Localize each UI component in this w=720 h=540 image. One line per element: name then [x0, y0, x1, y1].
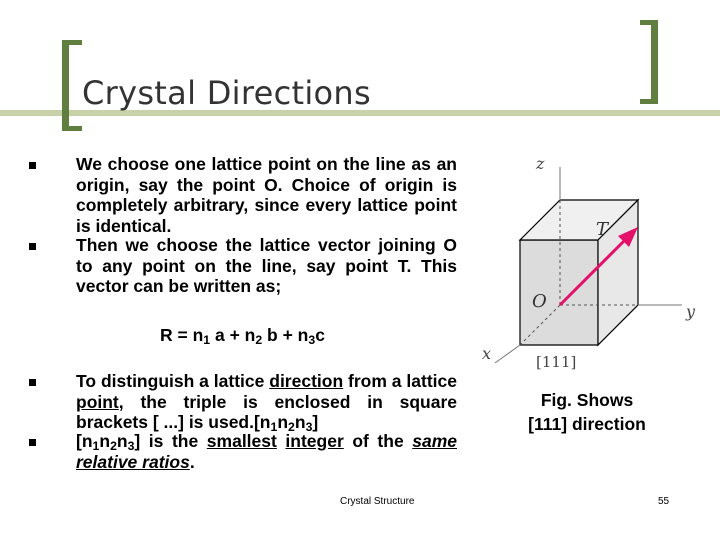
bullet-text-origin: We choose one lattice point on the line as an origin, say the point O. Choice of origin is completely arbitrary, since every lattice point is identical. [76, 154, 457, 236]
bullet-text-smallest: $[n_1n_2n_3]$ is the smallest integer of the same relative ratios. [76, 431, 458, 472]
bullet-marker [29, 162, 36, 169]
figure-caption [492, 388, 682, 436]
footer-text: Crystal Structure [340, 496, 415, 507]
origin-label: O [532, 291, 547, 312]
left-bracket [62, 40, 69, 131]
bullet-text-vector: Then we choose the lattice vector joining O to any point on the line, say point T. This vector can be written as; [76, 235, 457, 296]
point-t-label: T [596, 219, 609, 240]
slide-title: Crystal Directions [82, 74, 371, 112]
bullet-text-brackets: To distinguish a lattice direction from a lattice point, the triple is enclosed in square brackets [ ...] is $used.[n_1n_2n_3]$ [76, 371, 457, 434]
caption-line-2: [111] direction [528, 414, 646, 434]
y-axis-label: y [686, 302, 696, 321]
page-number: 55 [658, 496, 670, 507]
left-bracket-bottom [62, 126, 82, 131]
bullet-marker [29, 439, 36, 446]
x-axis-label: x [482, 344, 492, 363]
vector-formula: $R = n_1$ $a + n_2$ $b + n_3c$ [160, 325, 325, 347]
caption-line-1: Fig. Shows [540, 390, 634, 410]
cube-figure [470, 145, 720, 375]
direction-label: [111] [536, 353, 577, 371]
left-bracket-top [62, 40, 82, 45]
right-bracket-top [640, 20, 658, 25]
x-axis-line [495, 345, 520, 363]
bullet-marker [29, 243, 36, 250]
z-axis-label: z [536, 154, 545, 173]
right-bracket [651, 20, 658, 104]
bullet-marker [29, 379, 36, 386]
right-bracket-bottom [640, 99, 658, 104]
